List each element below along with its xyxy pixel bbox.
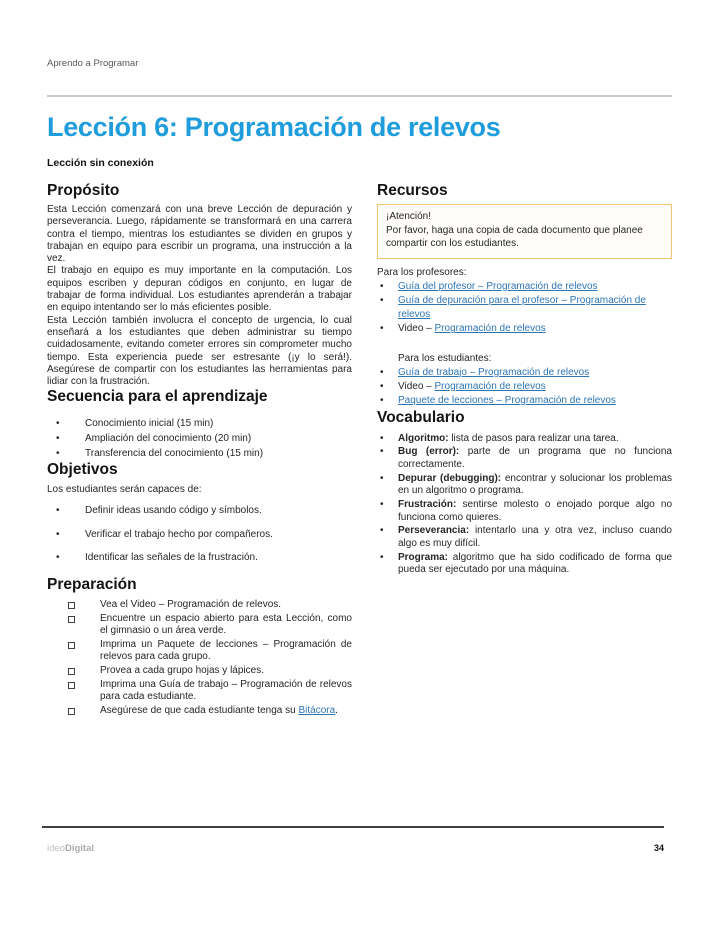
debug-guide-link[interactable]: Guía de depuración para el profesor – Programación de relevos: [398, 294, 646, 321]
vocab-item: [377, 446, 672, 471]
header-divider: [47, 95, 672, 97]
checklist-item: [47, 679, 352, 704]
checklist-text-suffix: .: [335, 704, 338, 716]
teacher-video-link[interactable]: Programación de relevos: [434, 323, 546, 335]
vocab-definition: encontrar y solucionar los problemas en un algoritmo o programa.: [398, 472, 672, 497]
brand-logo: [47, 843, 94, 854]
checklist-item: [47, 639, 352, 664]
footer-divider: [42, 826, 664, 828]
checkbox-icon[interactable]: [68, 602, 75, 609]
list-item: • Transferencia del conocimiento (15 min): [47, 446, 352, 461]
vocab-definition: lista de pasos para realizar una tarea.: [448, 432, 619, 444]
vocab-term: Perseverancia:: [398, 525, 470, 537]
checklist-text: Asegúrese de que cada estudiante tenga su: [100, 704, 299, 716]
checklist-item: [47, 665, 352, 678]
vocab-term: Programa:: [398, 551, 449, 563]
section-heading-secuencia: Secuencia para el aprendizaje: [47, 388, 268, 406]
checkbox-icon[interactable]: [68, 642, 75, 649]
proposito-paragraph: Esta Lección comenzará con una breve Lección de depuración y perseverancia. Luego, rápidamente se transformará en una carrera contra el tiempo, mientras los estudiantes se dividen en grupos y trabajan en equipo para escribir un programa, una instrucción a la vez.: [47, 204, 352, 265]
vocab-term: Algoritmo:: [398, 432, 449, 444]
proposito-paragraph: El trabajo en equipo es muy importante en la computación. Los equipos escriben y depuran códigos en conjunto, en lugar de trabajar de forma individual. Los estudiantes aprenderán a trabajar en equipo intentando ser lo más eficientes posible.: [47, 265, 352, 314]
list-item: • Verificar el trabajo hecho por compañeros.: [47, 529, 352, 542]
footer: [47, 843, 664, 854]
vocab-definition: algoritmo que ha sido codificado de forma que pueda ser ejecutado por una máquina.: [398, 551, 672, 576]
attention-body: Por favor, haga una copia de cada documento que planee compartir con los estudiantes.: [386, 224, 643, 249]
list-item: • Ampliación del conocimiento (20 min): [47, 431, 352, 446]
vocab-definition: sentirse molesto o enojado porque algo no funciona como quieres.: [398, 499, 672, 523]
left-column: [47, 182, 352, 718]
resource-item: [377, 394, 672, 408]
page-subtitle: Lección sin conexión: [47, 157, 154, 169]
attention-callout-box: [377, 204, 672, 259]
brand-light-text: ideo: [47, 843, 65, 854]
students-label: Para los estudiantes:: [398, 352, 492, 364]
teacher-guide-link[interactable]: Guía del profesor – Programación de relevos: [398, 280, 598, 292]
checklist-item: [47, 599, 352, 612]
vocab-item: [377, 525, 672, 550]
checklist-text: Provea a cada grupo hojas y lápices.: [100, 664, 264, 676]
spacer: [377, 337, 672, 352]
resource-item: [377, 366, 672, 380]
two-column-layout: [47, 182, 672, 718]
attention-title: ¡Atención!: [386, 211, 432, 222]
checkbox-icon[interactable]: [68, 616, 75, 623]
page-title: Lección 6: Programación de relevos: [47, 112, 501, 142]
checkbox-icon[interactable]: [68, 708, 75, 715]
list-item: • Conocimiento inicial (15 min): [47, 416, 352, 431]
checkbox-icon[interactable]: [68, 668, 75, 675]
resource-item: [377, 322, 672, 336]
checklist-text: Imprima una Guía de trabajo – Programación de relevos para cada estudiante.: [100, 678, 352, 703]
vocab-term: Depurar (debugging):: [398, 472, 502, 484]
resource-prefix: Video –: [398, 323, 435, 335]
student-video-link[interactable]: Programación de relevos: [434, 380, 546, 392]
section-heading-vocabulario: Vocabulario: [377, 408, 465, 426]
list-item: • Definir ideas usando código y símbolos.: [47, 505, 352, 518]
list-item: • Identificar las señales de la frustración.: [47, 552, 352, 565]
vocab-item: [377, 552, 672, 577]
vocab-item: [377, 499, 672, 524]
resource-prefix: Video –: [398, 380, 435, 392]
checklist-item: [47, 705, 352, 718]
vocab-item: [377, 473, 672, 498]
vocab-definition: parte de un programa que no funciona correctamente.: [398, 446, 672, 470]
checklist-text: Vea el Video – Programación de relevos.: [100, 598, 282, 610]
checklist-item: [47, 613, 352, 638]
vocab-definition: intentarlo una y otra vez, incluso cuando algo es muy difícil.: [398, 525, 672, 549]
proposito-paragraph: Esta Lección también involucra el concepto de urgencia, lo cual enseñará a los estudiantes que deben administrar su tiempo cuidadosamente, evitando cometer errores sin comprometer mucho tiempo. Esta experiencia puede ser estresante (¡y lo será!). Asegúrese de compartir con los estudiantes las herramientas para lidiar con la frustración.: [47, 314, 352, 388]
bitacora-link[interactable]: Bitácora: [298, 704, 336, 716]
section-heading-preparacion: Preparación: [47, 575, 137, 593]
resource-item: [377, 380, 672, 394]
resource-item: [377, 280, 672, 294]
checklist-text: Imprima un Paquete de lecciones – Programación de relevos para cada grupo.: [100, 638, 352, 663]
teachers-label: Para los profesores:: [377, 266, 467, 278]
checklist-text: Encuentre un espacio abierto para esta Lección, como el gimnasio o un área verde.: [100, 612, 352, 637]
checkbox-icon[interactable]: [68, 682, 75, 689]
page-number: 34: [653, 843, 664, 853]
section-heading-objetivos: Objetivos: [47, 461, 118, 479]
vocab-term: Bug (error):: [398, 446, 460, 458]
brand-bold-text: Digital: [64, 843, 94, 854]
vocab-term: Frustración:: [398, 499, 457, 511]
right-column: [377, 182, 672, 718]
objetivos-intro: Los estudiantes serán capaces de:: [47, 484, 202, 496]
running-header: Aprendo a Programar: [47, 58, 139, 69]
work-guide-link[interactable]: Guía de trabajo – Programación de relevos: [398, 366, 590, 378]
resource-item: [377, 294, 672, 323]
vocab-item: [377, 433, 672, 445]
section-heading-proposito: Propósito: [47, 182, 120, 199]
lesson-pack-link[interactable]: Paquete de lecciones – Programación de relevos: [398, 395, 616, 407]
section-heading-recursos: Recursos: [377, 182, 448, 199]
